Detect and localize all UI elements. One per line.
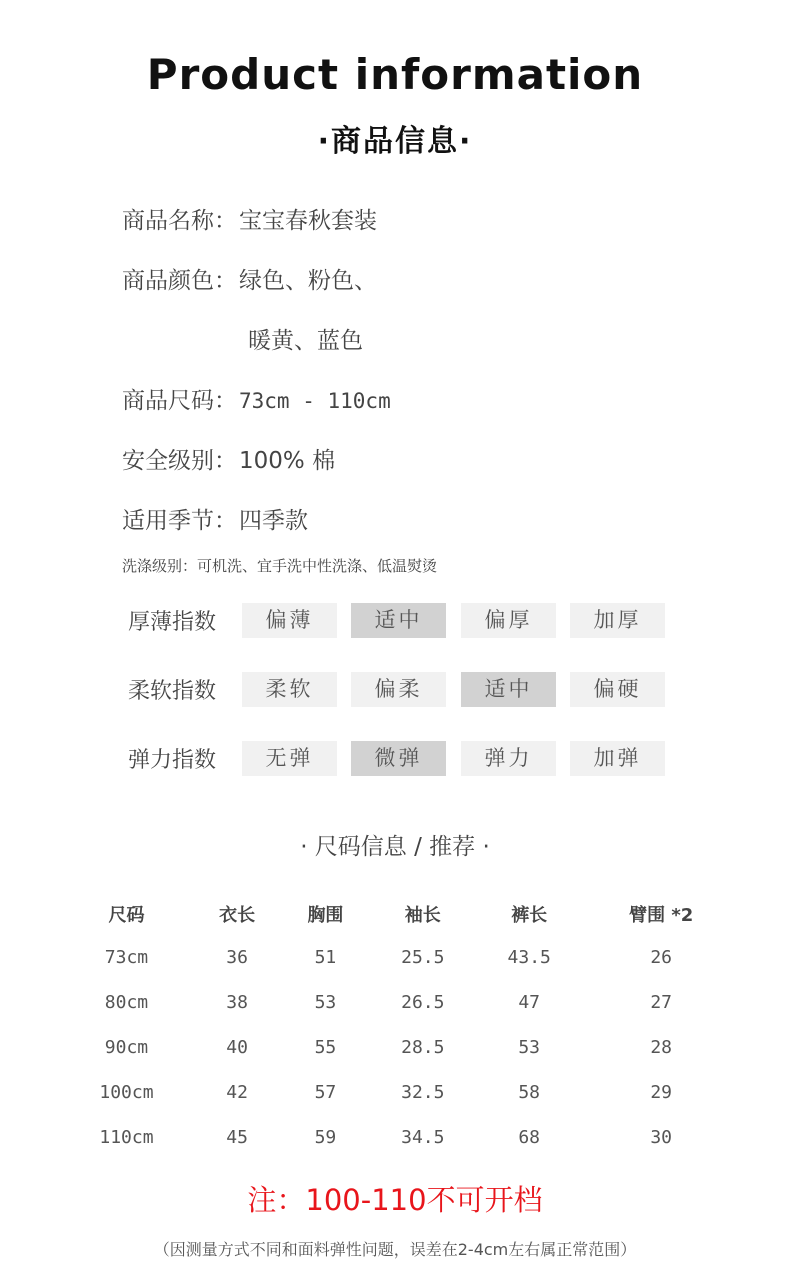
- index-option: 柔软: [242, 672, 337, 707]
- info-label: 安全级别：: [122, 448, 237, 474]
- table-cell: 59: [314, 1127, 337, 1148]
- index-row-softness: [128, 672, 688, 708]
- column-header: 裤长: [511, 905, 548, 926]
- table-cell: 32.5: [401, 1082, 445, 1103]
- wash-info: 洗涤级别：可机洗、宜手洗中性洗涤、低温熨烫: [122, 557, 438, 575]
- table-cell: 26: [650, 947, 673, 968]
- size-table: [60, 893, 740, 1160]
- table-cell: 42: [226, 1082, 248, 1103]
- table-cell: 28.5: [401, 1037, 445, 1058]
- info-label: 适用季节：: [122, 508, 237, 534]
- index-option: 加厚: [570, 603, 665, 638]
- table-row: [60, 1070, 740, 1115]
- index-option: 偏厚: [461, 603, 556, 638]
- index-label: 弹力指数: [128, 748, 217, 773]
- index-option: 偏柔: [351, 672, 446, 707]
- table-cell: 58: [518, 1082, 541, 1103]
- info-value: 绿色、粉色、: [239, 268, 377, 294]
- index-option: 加弹: [570, 741, 665, 776]
- info-value: 四季款: [239, 508, 308, 534]
- column-header: 胸围: [307, 905, 344, 926]
- table-cell: 47: [518, 992, 541, 1013]
- table-cell: 100cm: [99, 1082, 154, 1103]
- index-option: 偏硬: [570, 672, 665, 707]
- index-option: 偏薄: [242, 603, 337, 638]
- index-option: 适中: [351, 603, 446, 638]
- info-row-name: [122, 202, 377, 235]
- info-value: 100% 棉: [239, 448, 336, 474]
- index-option: 无弹: [242, 741, 337, 776]
- info-label: 商品颜色：: [122, 268, 237, 294]
- table-cell: 110cm: [99, 1127, 154, 1148]
- table-cell: 30: [650, 1127, 673, 1148]
- index-label: 厚薄指数: [128, 610, 217, 635]
- table-cell: 43.5: [507, 947, 551, 968]
- info-value: 宝宝春秋套装: [239, 208, 377, 234]
- table-cell: 53: [518, 1037, 541, 1058]
- table-cell: 26.5: [401, 992, 445, 1013]
- table-cell: 34.5: [401, 1127, 445, 1148]
- index-row-elasticity: [128, 741, 688, 777]
- table-cell: 28: [650, 1037, 673, 1058]
- table-row: [60, 1025, 740, 1070]
- table-cell: 36: [226, 947, 248, 968]
- column-header: 臂围 *2: [629, 905, 694, 926]
- table-row: [60, 980, 740, 1025]
- page-title-cn: ·商品信息·: [317, 124, 473, 159]
- table-cell: 68: [518, 1127, 541, 1148]
- note-text: 注：100-110不可开档: [247, 1183, 543, 1217]
- column-header: 衣长: [219, 905, 256, 926]
- table-cell: 55: [314, 1037, 337, 1058]
- index-label: 柔软指数: [128, 679, 217, 704]
- info-label: 商品名称：: [122, 208, 237, 234]
- info-row-size: [122, 382, 391, 415]
- table-cell: 90cm: [104, 1037, 149, 1058]
- index-option: 弹力: [461, 741, 556, 776]
- info-row-safety: [122, 442, 335, 475]
- info-value: 73cm - 110cm: [239, 389, 391, 413]
- table-cell: 51: [314, 947, 337, 968]
- info-value: 暖黄、蓝色: [248, 328, 363, 354]
- table-cell: 40: [226, 1037, 248, 1058]
- page-title-en: Product information: [146, 50, 644, 99]
- column-header: 袖长: [404, 905, 441, 926]
- table-cell: 29: [650, 1082, 673, 1103]
- info-label: 商品尺码：: [122, 388, 237, 414]
- table-cell: 45: [226, 1127, 248, 1148]
- table-cell: 27: [650, 992, 673, 1013]
- table-cell: 57: [314, 1082, 337, 1103]
- index-option: 微弹: [351, 741, 446, 776]
- table-cell: 53: [314, 992, 337, 1013]
- table-cell: 73cm: [104, 947, 149, 968]
- table-row: [60, 1115, 740, 1160]
- table-cell: 80cm: [104, 992, 149, 1013]
- table-cell: 38: [226, 992, 248, 1013]
- info-row-color-cont: [246, 322, 363, 355]
- info-row-color: [122, 262, 377, 295]
- footnote-text: （因测量方式不同和面料弹性问题，误差在2-4cm左右属正常范围）: [153, 1240, 637, 1259]
- column-header: 尺码: [108, 905, 145, 926]
- table-row: [60, 935, 740, 980]
- index-option: 适中: [461, 672, 556, 707]
- info-row-season: [122, 502, 308, 535]
- table-header-row: [60, 893, 740, 935]
- size-section-heading: · 尺码信息 / 推荐 ·: [300, 834, 490, 860]
- table-cell: 25.5: [401, 947, 445, 968]
- index-row-thickness: [128, 603, 688, 639]
